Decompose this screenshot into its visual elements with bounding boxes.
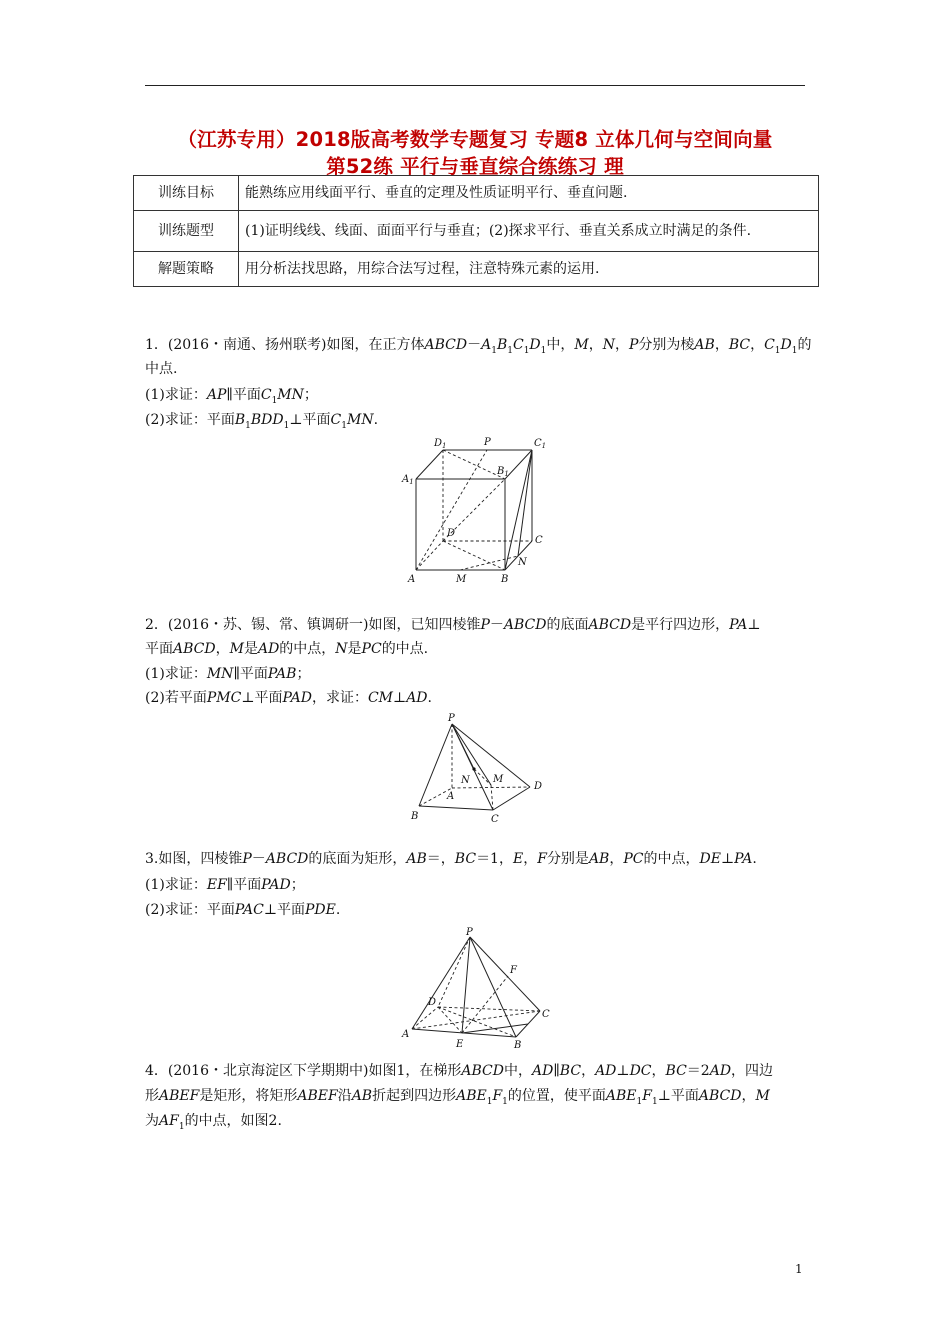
label-N: N bbox=[461, 775, 470, 786]
label-P: P bbox=[448, 713, 455, 724]
label-P: P bbox=[484, 437, 491, 448]
label-D: D bbox=[428, 997, 437, 1008]
training-info-table bbox=[133, 175, 819, 287]
label-A: A bbox=[408, 574, 416, 584]
label-C1: $C_1$ bbox=[534, 438, 547, 450]
doc-title-line1: （江苏专用）2018版高考数学专题复习 专题8 立体几何与空间向量 bbox=[177, 128, 773, 151]
doc-title-line2: 第52练 平行与垂直综合练练习 理 bbox=[326, 155, 624, 178]
table-value: 能熟练应用线面平行、垂直的定理及性质证明平行、垂直问题. bbox=[239, 176, 819, 211]
label-P: P bbox=[466, 927, 473, 938]
table-key: 训练题型 bbox=[134, 211, 239, 252]
page-number: 1 bbox=[795, 1262, 803, 1276]
problem-4-stem-cont1: 形ABEF是矩形，将矩形ABEF沿AB折起到四边形$ABE_1F_1$的位置，使平面$ABE_1F_1\perp$平面ABCD，M bbox=[145, 1088, 770, 1107]
label-M: M bbox=[493, 774, 504, 785]
label-D: D bbox=[447, 528, 456, 539]
top-rule bbox=[145, 85, 805, 86]
problem-2-stem-cont: 平面ABCD，M是AD的中点，N是PC的中点. bbox=[145, 641, 429, 657]
label-A: A bbox=[402, 1029, 410, 1040]
label-A: A bbox=[447, 791, 455, 802]
problem-1-q2: (2)求证：平面$B_1BDD_1\perp$平面$C_1MN$. bbox=[145, 412, 379, 431]
table-key: 训练目标 bbox=[134, 176, 239, 211]
label-M: M bbox=[456, 574, 467, 584]
table-value: (1)证明线线、线面、面面平行与垂直；(2)探求平行、垂直关系成立时满足的条件. bbox=[239, 211, 819, 252]
figure-3-pyramid bbox=[398, 925, 558, 1055]
problem-3-q2: (2)求证：平面PAC⊥平面PDE. bbox=[145, 902, 341, 918]
label-F: F bbox=[510, 965, 517, 976]
problem-4-stem-cont2: 为$AF_1$的中点，如图2. bbox=[145, 1113, 282, 1132]
point-n-dot bbox=[472, 767, 475, 770]
label-N: N bbox=[518, 557, 527, 568]
table-row bbox=[134, 176, 819, 211]
problem-4-stem: 4．(2016・北京海淀区下学期期中)如图1，在梯形ABCD中，AD∥BC，AD⊥DC，BC＝2AD，四边 bbox=[145, 1063, 774, 1079]
problem-3-stem: 3.如图，四棱锥P－ABCD的底面为矩形，AB＝，BC＝1，E，F分别是AB，PC的中点，DE⊥PA. bbox=[145, 851, 757, 867]
problem-1-q1: (1)求证：AP∥平面$C_1MN$； bbox=[145, 387, 318, 406]
label-B: B bbox=[411, 811, 419, 822]
label-B1: $B_1$ bbox=[497, 466, 509, 478]
label-C: C bbox=[535, 535, 543, 546]
problem-2-q1: (1)求证：MN∥平面PAB； bbox=[145, 666, 311, 682]
label-C: C bbox=[491, 814, 499, 825]
label-B: B bbox=[514, 1040, 522, 1051]
table-value: 用分析法找思路，用综合法写过程，注意特殊元素的运用. bbox=[239, 252, 819, 287]
label-D1: $D_1$ bbox=[434, 438, 447, 450]
problem-3-q1: (1)求证：EF∥平面PAD； bbox=[145, 877, 305, 893]
table-row bbox=[134, 252, 819, 287]
problem-2-stem: 2．(2016・苏、锡、常、镇调研一)如图，已知四棱锥P－ABCD的底面ABCD是平行四边形，PA⊥ bbox=[145, 617, 761, 633]
figure-1-cube bbox=[398, 432, 558, 584]
problem-1-stem: 1．(2016・南通、扬州联考)如图，在正方体$ABCD-A_1B_1C_1D_1$中，M，N，P分别为棱AB，BC，$C_1D_1$的 bbox=[145, 337, 812, 356]
label-A1: $A_1$ bbox=[402, 474, 414, 486]
table-row bbox=[134, 211, 819, 252]
label-E: E bbox=[456, 1039, 464, 1050]
problem-2-q2: (2)若平面PMC⊥平面PAD，求证：CM⊥AD. bbox=[145, 690, 432, 706]
table-key: 解题策略 bbox=[134, 252, 239, 287]
label-C: C bbox=[542, 1009, 550, 1020]
problem-1-stem-cont: 中点. bbox=[145, 361, 178, 377]
figure-2-pyramid bbox=[405, 708, 555, 826]
label-B: B bbox=[501, 574, 509, 584]
label-D: D bbox=[534, 781, 543, 792]
